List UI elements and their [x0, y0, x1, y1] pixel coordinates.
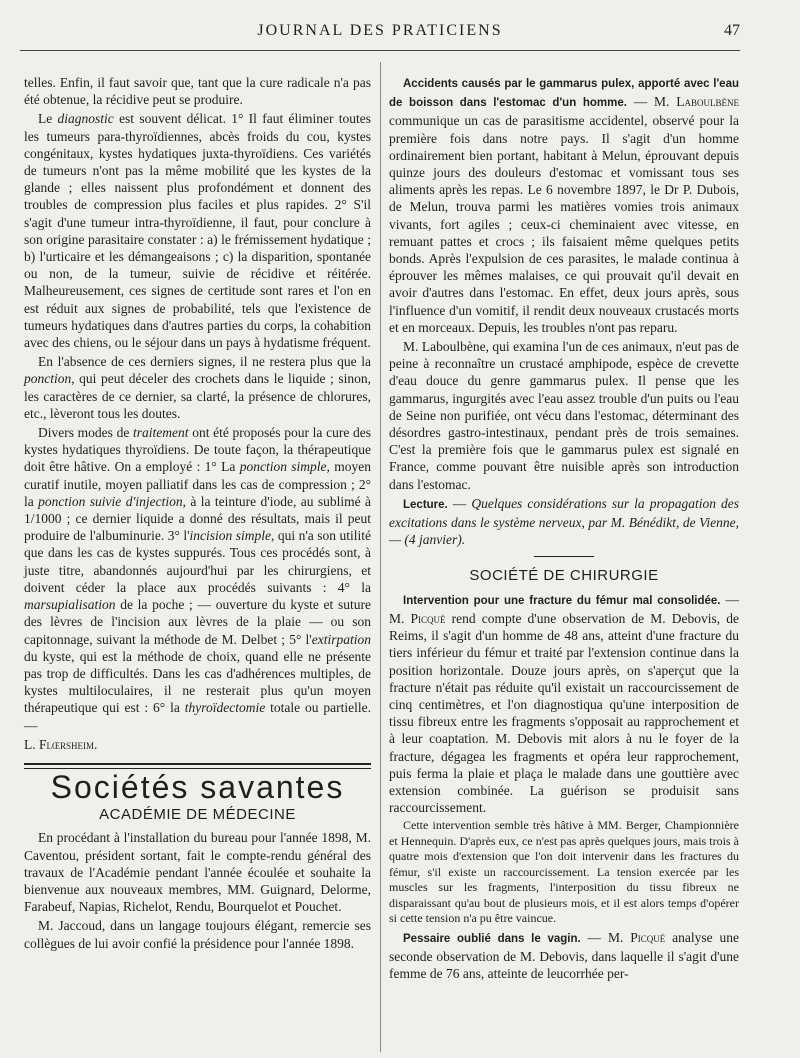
- right-column: [389, 74, 739, 984]
- left-column: [24, 74, 371, 954]
- section-title: Sociétés savantes: [50, 768, 345, 805]
- author-signature: L. Flœrsheim.: [24, 736, 98, 752]
- paragraph: Le diagnostic est souvent délicat. 1° Il faut éliminer toutes les tumeurs para-thyroïdiennes, abcès froids du cou, kystes congénitaux, kystes hydatiques juxta-thyroïdiens. Ces variétés de tumeurs n'ont pas la même mobilité que les kystes de la glande ; elles naissent plus profondément et donnent des troubles de compression plus faciles et plus rapides. 2° S'il s'agit d'une tumeur intra-thyroïdienne, il faut, pour conclure à son origine parasitaire constater : a) le frémissement hydatique ; b) l'urticaire et les démangeaisons ; c) la disparition, spontanée ou non, de la tumeur, suivie de récidive et réitérée. Malheureusement, ces signes de certitude sont rares et l'on en est réduit aux signes de probabilité, tels que l'existence de tumeurs hydatiques dans d'autres parties du corps, la cohabition avec des chiens, ou le séjour dans un pays à hydatisme fréquent.: [24, 111, 371, 351]
- subsection-title: ACADÉMIE DE MÉDECINE: [99, 806, 296, 824]
- header-rule: [20, 50, 740, 51]
- paragraph: Accidents causés par le gammarus pulex, apporté avec l'eau de boisson dans l'estomac d'un homme. — M. Laboulbène communique un cas de parasitisme accidentel, observé pour la première fois dans notre pays. Il s'agit d'un homme ordinairement bien portant, habitant à Melun, éprouvant depuis quinze jours des douleurs d'estomac et vomissant tous ses aliments après les repas. Le 6 novembre 1897, le Dr P. Dubois, de Melun, trouva parmi les matières vomies trois animaux vivants, fort agiles ; ceux-ci cheminaient avec vitesse, en remuant pattes et crocs ; ils faisaient même quelques petits bonds. Après l'expulsion de ces parasites, le malade continua à éprouver les mêmes malaises, ce qui prouvait qu'il devait en avoir d'autres dans l'estomac. En effet, deux jours après, sous l'influence d'un vomitif, il rendit deux nouveaux crustacés morts et en morceaux. Depuis, les troubles n'ont pas reparu.: [389, 78, 739, 335]
- column-divider: [380, 62, 381, 1052]
- small-paragraph: Cette intervention semble très hâtive à MM. Berger, Championnière et Hennequin. D'après eux, ce n'est pas après quelques jours, mais trois à quatre mois d'extension que l'on doit intervenir dans les fractures du fémur, s'il existe un raccourcissement. La tension exercée par les muscles sur les fragments, l'interposition du tissu fibreux ne disparaissant qu'au bout de plusieurs mois, et il est alors temps d'opérer si cette tension n'a pu être vaincue.: [389, 818, 739, 926]
- paragraph: En procédant à l'installation du bureau pour l'année 1898, M. Caventou, président sortant, fait le compte-rendu général des travaux de l'Académie pendant l'année écoulée et souhaite la bienvenue aux nouveaux membres, MM. Guignard, Delorme, Farabeuf, Napias, Richelot, Rendu, Bourquelot et Pouchet.: [24, 830, 371, 915]
- paragraph: Lecture. — Quelques considérations sur la propagation des excitations dans le système nerveux, par M. Bénédikt, de Vienne, — (4 janvier).: [389, 495, 739, 548]
- paragraph: M. Laboulbène, qui examina l'un de ces animaux, n'eut pas de peine à reconnaître un crustacé amphipode, espèce de crevette d'eau douce du genre gammarus pulex. Il pense que les gammarus, ingurgités avec l'eau assez trouble d'un puits ou l'eau de Seine non purifiée, ont vécu dans l'estomac, déterminant des désordres gastro-intestinaux, pendant près de trois semaines. C'est la première fois que le gammarus pulex est signalé en France, comme pouvant être nuisible après son introduction dans l'estomac.: [389, 339, 739, 492]
- page-header: [20, 22, 740, 44]
- paragraph: En l'absence de ces derniers signes, il ne restera plus que la ponction, qui peut déceler des crochets dans le liquide ; sinon, les caractères de ce dernier, sa clarté, la présence de chlorures, etc., lèveront tous les doutes.: [24, 354, 371, 421]
- short-rule: [534, 556, 594, 557]
- subsection-title: SOCIÉTÉ DE CHIRURGIE: [469, 567, 659, 585]
- paragraph: Divers modes de traitement ont été proposés pour la cure des kystes hydatiques thyroïdiens. De toute façon, la thérapeutique doit être hâtive. On a employé : 1° La ponction simple, moyen curatif inutile, moyen palliatif dans les cas de compression ; 2° la ponction suivie d'injection, à la teinture d'iode, au sublimé à 1/1000 ; ce dernier liquide a donné des résultats, mais il peut produire de l'albuminurie. 3° l'incision simple, qui n'a son utilité que dans les cas de kystes suppurés. Tous ces procédés sont, à juste titre, abandonnés aujourd'hui par les chirurgiens, et doivent céder la place aux procédés suivants : 4° la marsupialisation de la poche ; — ouverture du kyste et suture des lèvres de l'incision aux lèvres de la plaie — ou son capitonnage, suivant la méthode de M. Delbet ; 5° l'extirpation du kyste, qui est la méthode de choix, quand elle ne présente pas trop de difficultés. Dans les cas d'adhérences multiples, de kystes multiloculaires, il ne resterait plus qu'un moyen thérapeutique qui est : 6° la thyroïdectomie totale ou partielle. —: [24, 425, 372, 733]
- page-number: 47: [724, 22, 740, 39]
- paragraph: telles. Enfin, il faut savoir que, tant que la cure radicale n'a pas été obtenue, la récidive peut se produire.: [24, 75, 371, 108]
- paragraph: Intervention pour une fracture du fémur mal consolidée. — M. Picqué rend compte d'une observation de M. Debovis, de Reims, il s'agit d'un homme de 48 ans, atteint d'une fracture du tiers inférieur du fémur et traité par l'extension continue dans la position horizontale. Douze jours après, on s'aperçut que la fracture n'était pas réduite qu'il existait un raccourcissement de cinq centimètres, et l'on diagnostiqua qu'une interposition de tissu fibreux entre les fragments s'opposait au rapprochement et à leur coaptation. M. Debovis mit alors à nu le foyer de la fracture, dégagea les fragments et opéra leur rapprochement, puis ferma la plaie et plaça le malade dans une gouttière avec extension combinée. La guérison se produisit sans raccourcissement.: [389, 591, 740, 816]
- paragraph: M. Jaccoud, dans un langage toujours élégant, remercie ses collègues de lui avoir confié la présidence pour l'année 1898.: [24, 918, 371, 951]
- paragraph: Pessaire oublié dans le vagin. — M. Picqué analyse une seconde observation de M. Debovis, dans laquelle il s'agit d'une femme de 76 ans, atteinte de leucorrhée per-: [389, 929, 739, 982]
- running-head: JOURNAL DES PRATICIENS: [257, 22, 503, 39]
